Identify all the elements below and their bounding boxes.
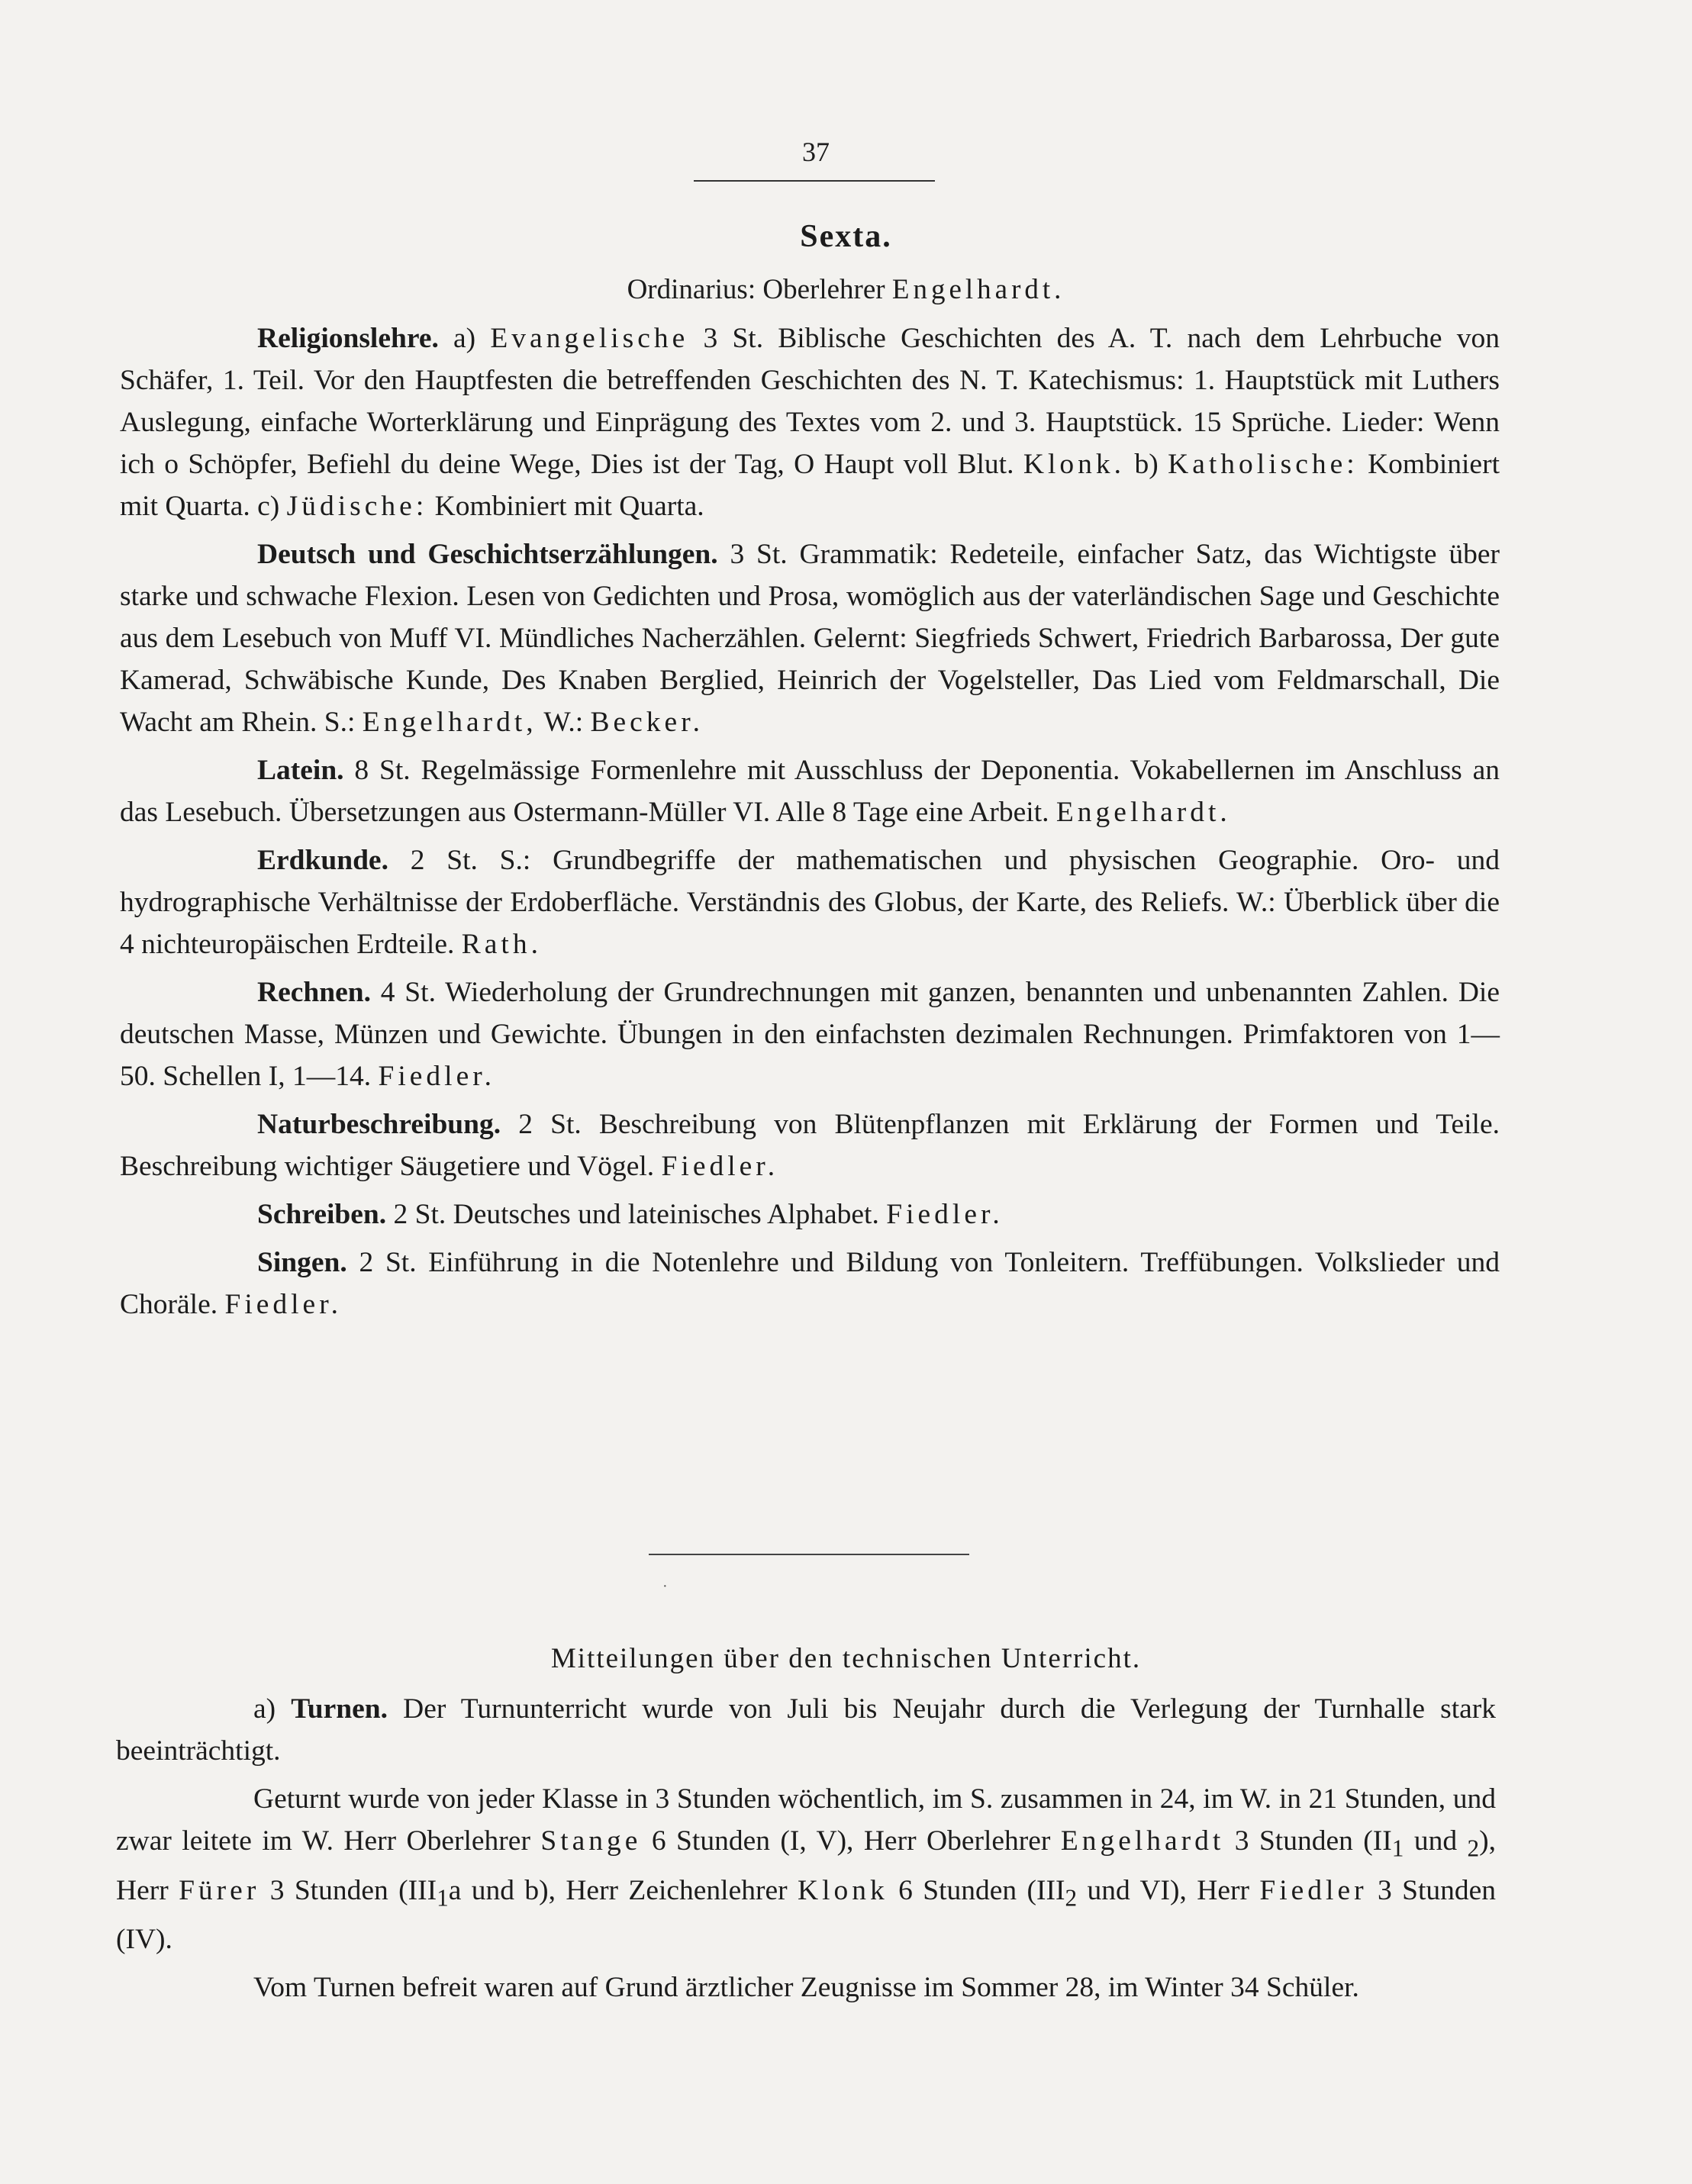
- paragraph-schreiben: [120, 1193, 1500, 1235]
- paragraph-singen: [120, 1242, 1500, 1326]
- section-divider: [649, 1554, 969, 1555]
- teacher-name: Fiedler.: [224, 1289, 342, 1320]
- teacher-name: Fiedler.: [661, 1151, 779, 1182]
- teacher-name: Becker.: [590, 707, 704, 738]
- stray-dot: ·: [662, 1578, 668, 1595]
- subject-rechnen: Rechnen.: [257, 977, 371, 1008]
- spaced-term: Katholische:: [1168, 449, 1358, 480]
- text-segment: Kombiniert mit Quarta.: [427, 491, 704, 522]
- class-heading: Sexta.: [800, 219, 892, 254]
- teacher-name: Engelhardt,: [362, 707, 537, 738]
- text-segment: 2 St. Einführung in die Notenlehre und Bildung von Tonleitern. Treffübungen. Volkslieder und Choräle.: [120, 1247, 1500, 1320]
- teacher-name: Klonk: [798, 1874, 888, 1906]
- teacher-name: Fiedler: [1259, 1874, 1368, 1906]
- subject-erdkunde: Erdkunde.: [257, 845, 388, 876]
- paragraph-turnen: [116, 1688, 1496, 1772]
- teacher-name: Engelhardt: [1060, 1825, 1225, 1857]
- teacher-name: Fürer: [179, 1874, 260, 1906]
- teacher-name: Rath.: [461, 929, 542, 960]
- subject-schreiben: Schreiben.: [257, 1199, 387, 1230]
- subject-singen: Singen.: [257, 1247, 347, 1278]
- subscript: 1: [1391, 1834, 1404, 1862]
- text-segment: Kombiniert mit Quarta. c): [120, 449, 1500, 522]
- mitteilungen-body: [116, 1688, 1496, 2015]
- mitteilungen-heading: Mitteilungen über den technischen Unterricht.: [550, 1643, 1142, 1674]
- curriculum-body: [120, 317, 1500, 1332]
- teacher-name: Stange: [540, 1825, 642, 1857]
- ordinarius-prefix: Ordinarius: Oberlehrer: [627, 274, 885, 305]
- text-segment: 2 St. Beschreibung von Blütenpflanzen mit Erklärung der Formen und Teile. Beschreibung wichtiger Säugetiere und Vögel.: [120, 1109, 1500, 1182]
- teacher-name: Engelhardt.: [1055, 797, 1231, 828]
- text-segment: 6 Stunden (III: [888, 1874, 1065, 1906]
- subscript: 2: [1065, 1884, 1078, 1911]
- subject-religion: Religionslehre.: [257, 323, 439, 354]
- text-segment: W.:: [537, 707, 591, 738]
- text-segment: 3 St. Biblische Geschichten des A. T. nach dem Lehrbuche von Schäfer, 1. Teil. Vor den Hauptfesten die betreffenden Geschichten des N. T. Katechismus: 1. Hauptstück mit Luthers Auslegung, einfache Worterklärung und Einprägung des Textes vom 2. und 3. Hauptstück. 15 Sprüche. Lieder: Wenn ich o Schöpfer, Befiehl du deine Wege, Dies ist der Tag, O Haupt voll Blut.: [120, 323, 1500, 480]
- page-number: 37: [802, 137, 830, 167]
- teacher-name: Fiedler.: [886, 1199, 1004, 1230]
- subject-naturbeschreibung: Naturbeschreibung.: [257, 1109, 501, 1140]
- ordinarius-name: Engelhardt.: [891, 274, 1065, 305]
- subscript: 2: [1467, 1834, 1480, 1862]
- text-segment: a und b), Herr Zeichenlehrer: [448, 1874, 798, 1906]
- text-segment: Der Turnunterricht wurde von Juli bis Neujahr durch die Verlegung der Turnhalle stark beeinträchtigt.: [116, 1693, 1496, 1767]
- paragraph-geturnt: [116, 1778, 1496, 1960]
- text-segment: Geturnt wurde von jeder Klasse in 3 Stunden wöchentlich, im S. zusammen in 24, im W. in 21 Stunden, und zwar leitete im W. Herr Oberlehrer: [116, 1783, 1496, 1857]
- ordinarius-line: [0, 273, 1692, 306]
- text-segment: 2 St. Deutsches und lateinisches Alphabet.: [386, 1199, 887, 1230]
- text-segment: 3 Stunden (II: [1224, 1825, 1392, 1857]
- paragraph-religion: [120, 317, 1500, 527]
- subject-deutsch: Deutsch und Geschichtserzählungen.: [257, 539, 718, 570]
- paragraph-latein: [120, 749, 1500, 833]
- subscript: 1: [437, 1884, 449, 1911]
- paragraph-deutsch: [120, 533, 1500, 743]
- text-segment: b): [1125, 449, 1168, 480]
- paragraph-befreit: Vom Turnen befreit waren auf Grund ärztlicher Zeugnisse im Sommer 28, im Winter 34 Schüler.: [253, 1972, 1359, 2003]
- text-segment: a): [438, 323, 491, 354]
- paragraph-rechnen: [120, 971, 1500, 1097]
- spaced-term: Evangelische: [490, 323, 689, 354]
- teacher-name: Klonk.: [1023, 449, 1126, 480]
- text-segment: und: [1404, 1825, 1468, 1857]
- header-rule: [694, 180, 935, 182]
- subject-latein: Latein.: [257, 755, 344, 786]
- text-segment: 4 St. Wiederholung der Grundrechnungen mit ganzen, benannten und unbenannten Zahlen. Die deutschen Masse, Münzen und Gewichte. Übungen in den einfachsten dezimalen Rechnungen. Primfaktoren von 1—50. Schellen I, 1—14.: [120, 977, 1500, 1092]
- spaced-term: Jüdische:: [286, 491, 428, 522]
- text-segment: 3 Stunden (III: [259, 1874, 437, 1906]
- paragraph-naturbeschreibung: [120, 1103, 1500, 1187]
- list-label: a): [253, 1693, 292, 1725]
- text-segment: 2 St. S.: Grundbegriffe der mathematischen und physischen Geographie. Oro- und hydrographische Verhältnisse der Erdoberfläche. Verständnis des Globus, der Karte, des Reliefs. W.: Überblick über die 4 nichteuropäischen Erdteile.: [120, 845, 1500, 960]
- text-segment: 6 Stunden (I, V), Herr Oberlehrer: [641, 1825, 1061, 1857]
- subject-turnen: Turnen.: [291, 1693, 388, 1725]
- text-segment: ), Herr: [116, 1825, 1496, 1906]
- text-segment: 3 St. Grammatik: Redeteile, einfacher Satz, das Wichtigste über starke und schwache Flexion. Lesen von Gedichten und Prosa, womöglich aus der vaterländischen Sage und Geschichte aus dem Lesebuch von Muff VI. Mündliches Nacherzählen. Gelernt: Siegfrieds Schwert, Friedrich Barbarossa, Der gute Kamerad, Schwäbische Kunde, Des Knaben Berglied, Heinrich der Vogelsteller, Das Lied vom Feldmarschall, Die Wacht am Rhein. S.:: [120, 539, 1500, 738]
- teacher-name: Fiedler.: [378, 1061, 496, 1092]
- text-segment: und VI), Herr: [1077, 1874, 1260, 1906]
- text-segment: 8 St. Regelmässige Formenlehre mit Ausschluss der Deponentia. Vokabellernen im Anschluss an das Lesebuch. Übersetzungen aus Ostermann-Müller VI. Alle 8 Tage eine Arbeit.: [120, 755, 1500, 828]
- paragraph-erdkunde: [120, 839, 1500, 965]
- text-segment: 3 Stunden (IV).: [116, 1874, 1497, 1955]
